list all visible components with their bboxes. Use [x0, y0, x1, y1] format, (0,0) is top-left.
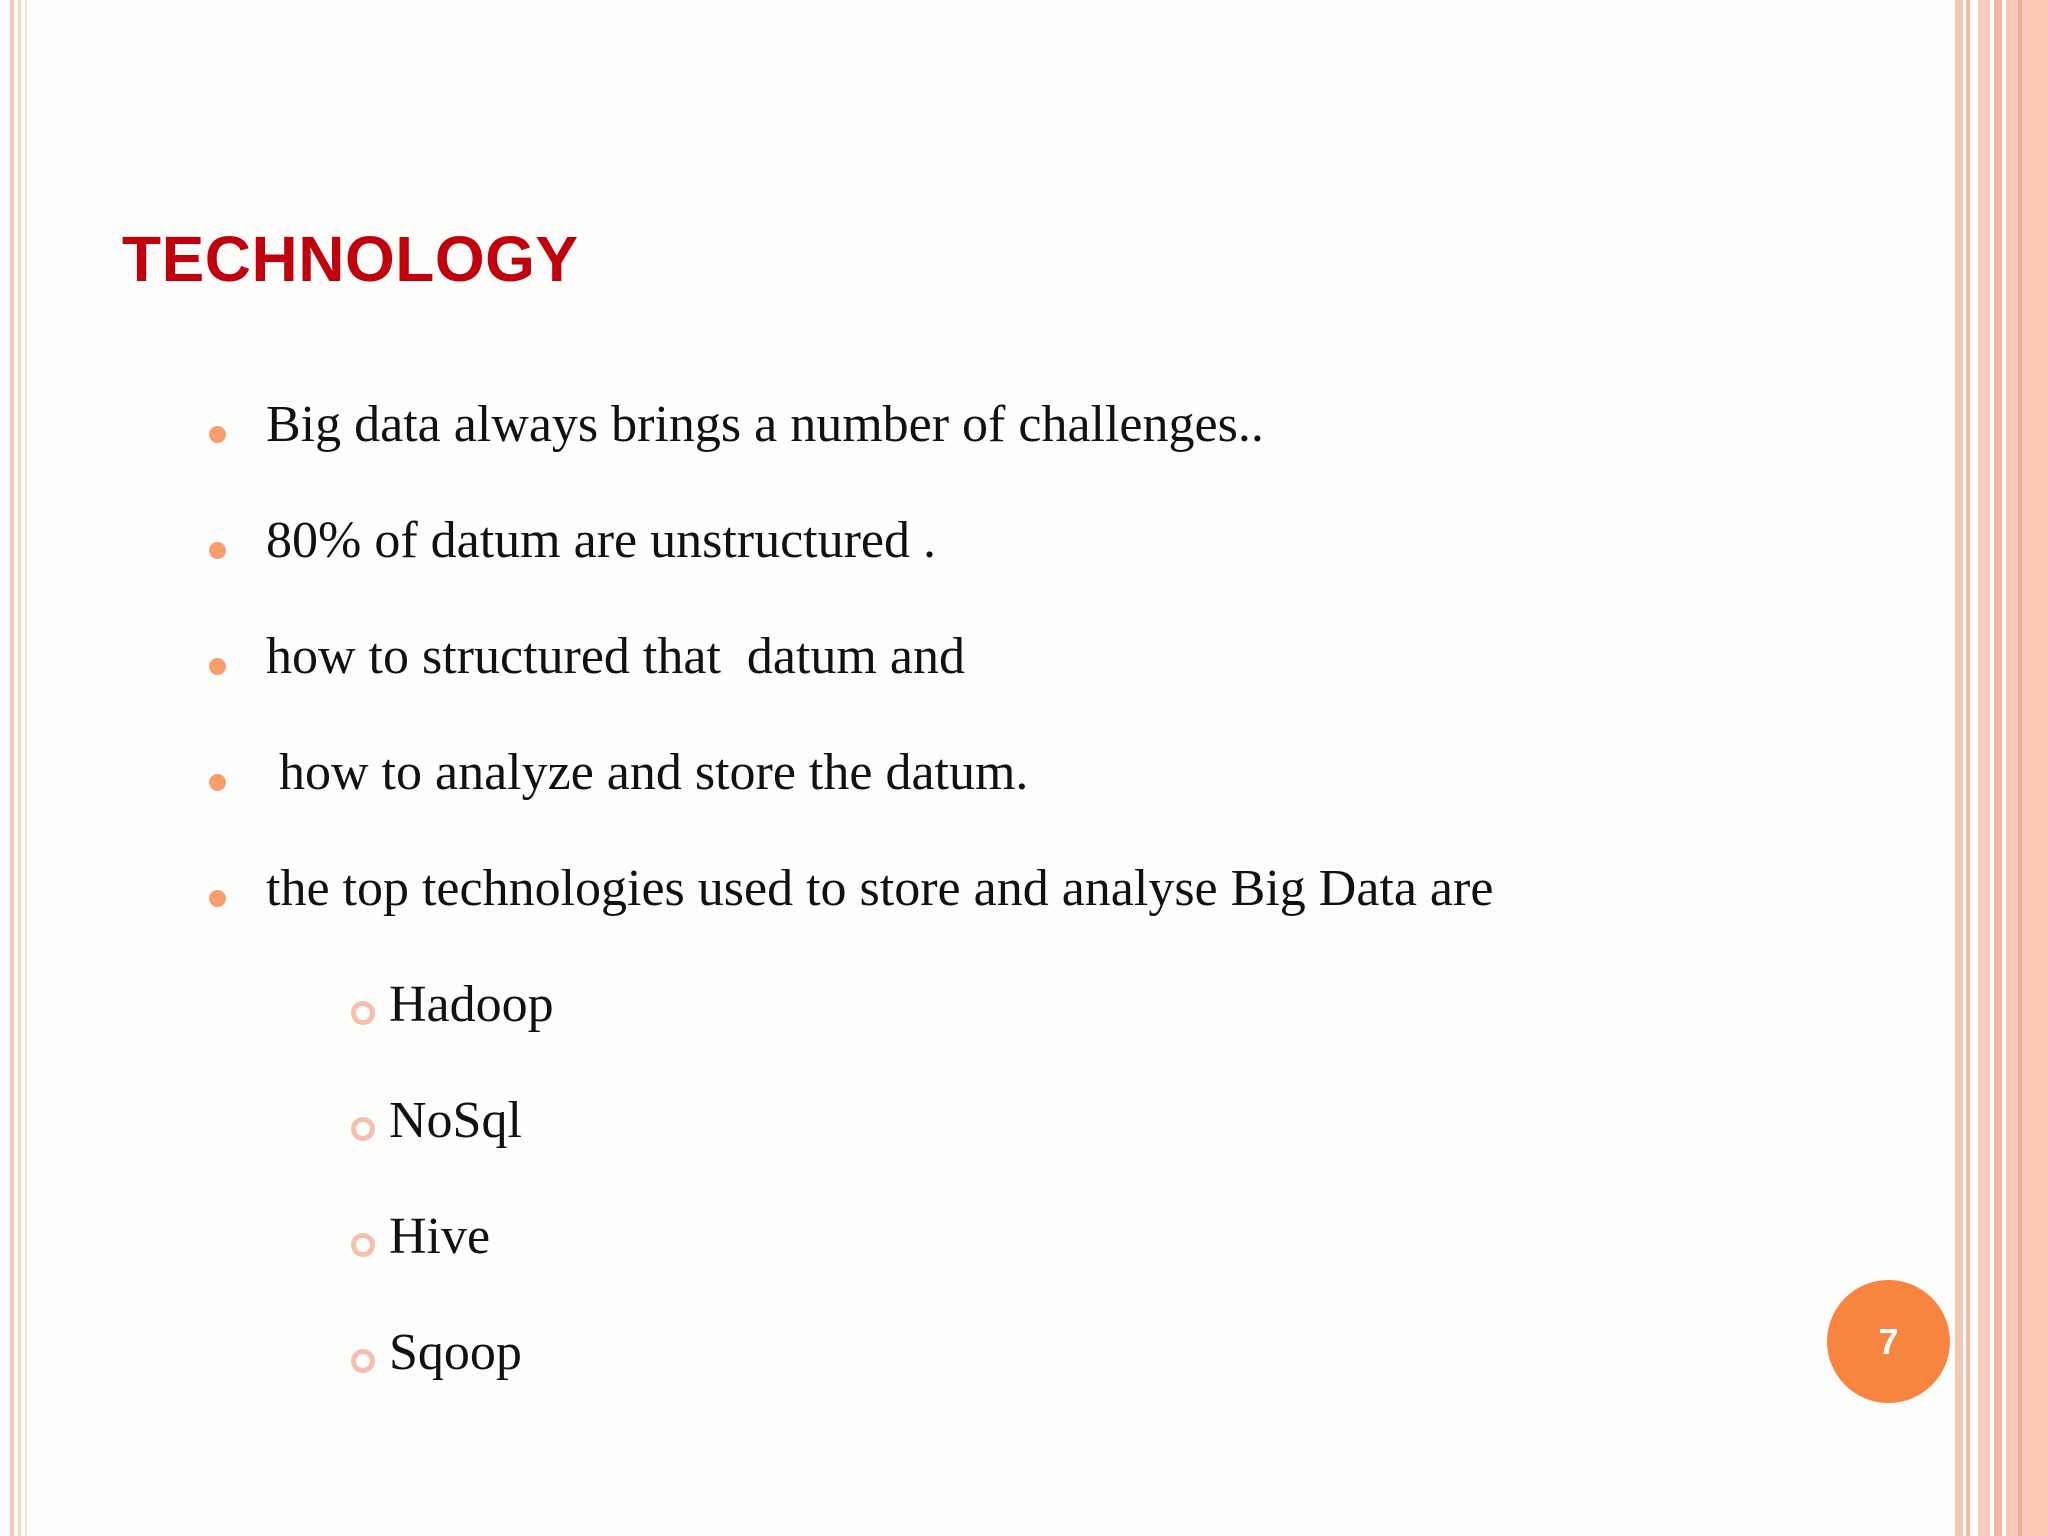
right-border-stripe — [1955, 0, 1963, 1536]
right-border-stripe — [1966, 0, 1970, 1536]
sub-bullet-item — [0, 1323, 1900, 1403]
sub-bullet-text: Sqoop — [389, 1324, 522, 1381]
bullet-dot-icon — [209, 658, 226, 675]
bullet-item — [0, 395, 1900, 475]
ring-bullet-icon — [351, 1001, 375, 1025]
bullet-text: 80% of datum are unstructured . — [266, 512, 937, 569]
sub-bullet-text: NoSql — [389, 1092, 522, 1149]
right-border-stripe — [2006, 0, 2048, 1536]
right-border-stripe — [1994, 0, 2002, 1536]
right-border-stripe — [2018, 0, 2022, 1536]
bullet-text: Big data always brings a number of challenges.. — [266, 396, 1264, 453]
bullet-dot-icon — [209, 542, 226, 559]
sub-bullet-item — [0, 1207, 1900, 1287]
sub-bullet-text: Hive — [389, 1208, 491, 1265]
slide-title: TECHNOLOGY — [122, 223, 579, 295]
ring-bullet-icon — [351, 1349, 375, 1373]
bullet-item — [0, 743, 1900, 823]
sub-bullet-item — [0, 1091, 1900, 1171]
bullet-text: how to structured that datum and — [266, 628, 965, 685]
right-border-stripe — [1978, 0, 1990, 1536]
bullet-item — [0, 627, 1900, 707]
ring-bullet-icon — [351, 1117, 375, 1141]
bullet-dot-icon — [209, 426, 226, 443]
bullet-dot-icon — [209, 890, 226, 907]
bullet-dot-icon — [209, 774, 226, 791]
page-number-badge: 7 — [1827, 1280, 1950, 1403]
bullet-text: how to analyze and store the datum. — [266, 744, 1029, 801]
sub-bullet-item — [0, 975, 1900, 1055]
bullet-item — [0, 859, 1900, 939]
bullet-text: the top technologies used to store and analyse Big Data are — [266, 860, 1494, 917]
ring-bullet-icon — [351, 1233, 375, 1257]
sub-bullet-text: Hadoop — [389, 976, 554, 1033]
bullet-item — [0, 511, 1900, 591]
